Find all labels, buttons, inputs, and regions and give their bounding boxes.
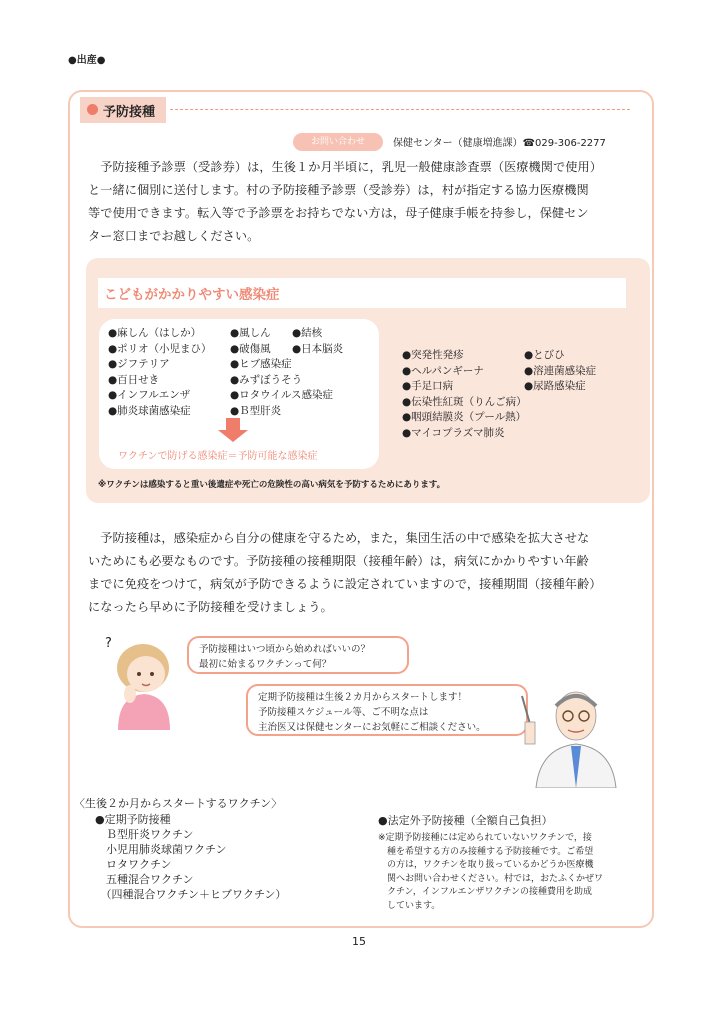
vaccine-list-col1 xyxy=(108,326,212,419)
list-item: （四種混合ワクチン＋ヒブワクチン） xyxy=(95,888,287,901)
intro-line: 予防接種予診票（受診券）は，生後１か月半頃に，乳児一般健康診査票（医療機関で使用） xyxy=(88,160,602,174)
list-item: 小児用肺炎球菌ワクチン xyxy=(95,843,227,856)
question-mark: ? xyxy=(105,636,112,651)
para-line: いためにも必要なものです。予防接種の接種期限（接種年齢）は，病気にかかりやすい年齢 xyxy=(88,554,589,568)
page-number: 15 xyxy=(352,935,366,948)
bubble-line: 予防接種スケジュール等、ご不明な点は xyxy=(258,707,429,718)
vaccine-note: ※ワクチンは感染すると重い後遺症や死亡の危険性の高い病気を予防するためにあります。 xyxy=(98,480,446,490)
title-divider xyxy=(170,109,630,110)
intro-line: 等で使用できます。転入等で予診票をお持ちでない方は，母子健康手帳を持参し，保健セン xyxy=(88,206,589,220)
infection-heading-bar xyxy=(98,278,626,308)
page-title: 予防接種 xyxy=(103,105,156,120)
inquiry-contact: 保健センター（健康増進課）☎029-306-2277 xyxy=(393,138,606,149)
regular-vaccine-list xyxy=(95,812,286,902)
mother-illustration xyxy=(108,640,178,730)
vaccine-list-col3 xyxy=(292,326,343,357)
doctor-illustration xyxy=(516,684,628,788)
importance-paragraph xyxy=(88,527,650,619)
list-item: ●定期予防接種 xyxy=(95,813,171,826)
list-item: ●とびひ xyxy=(524,349,565,361)
list-item: ●マイコプラズマ肺炎 xyxy=(402,426,505,439)
para-line: 予防接種は，感染症から自分の健康を守るため，また，集団生活の中で感染を拡大させな xyxy=(88,531,590,545)
bubble-line: 最初に始まるワクチンって何？ xyxy=(199,659,332,670)
list-item: ●みずぼうそう xyxy=(230,373,303,386)
list-item: ●風しん xyxy=(230,327,271,339)
list-item: 五種混合ワクチン xyxy=(95,873,194,886)
bottom-heading: 〈生後２か月からスタートするワクチン〉 xyxy=(74,797,283,810)
list-item: ●ロタウイルス感染症 xyxy=(230,389,334,401)
list-item: ●ヘルパンギーナ xyxy=(402,364,484,377)
list-item: ロタワクチン xyxy=(95,858,172,871)
bubble-line: 定期予防接種は生後２カ月からスタートします！ xyxy=(258,692,468,703)
intro-paragraph xyxy=(88,156,650,248)
note-line: 種を希望する方のみ接種する予防接種です。ご希望 xyxy=(378,846,594,857)
list-item: ●ポリオ（小児まひ） xyxy=(108,342,212,355)
down-arrow-icon xyxy=(226,418,240,430)
list-item: ●伝染性紅斑（りんご病） xyxy=(402,395,527,408)
list-item: ●Ｂ型肝炎 xyxy=(230,404,282,417)
list-item: ●破傷風 xyxy=(230,342,271,355)
infection-heading: こどもがかかりやすい感染症 xyxy=(104,287,280,303)
list-item: ●肺炎球菌感染症 xyxy=(108,404,191,417)
list-item: ●ヒブ感染症 xyxy=(230,358,292,370)
list-item: ●麻しん（はしか） xyxy=(108,327,202,339)
section-tag: ●出産● xyxy=(68,55,106,66)
bubble-line: 主治医又は保健センターにお気軽にご相談ください。 xyxy=(258,722,486,733)
bullet-dot-icon xyxy=(87,104,98,115)
list-item: ●日本脳炎 xyxy=(292,342,344,355)
para-line: までに免疫をつけて，病気が予防できるように設定されていますので，接種期間（接種年齢） xyxy=(88,577,602,591)
inquiry-badge: お問い合わせ xyxy=(293,133,383,151)
list-item: ●結核 xyxy=(292,327,323,339)
intro-line: ター窓口までお越しください。 xyxy=(88,229,260,243)
other-infection-col1 xyxy=(402,348,527,441)
note-line: クチン，インフルエンザワクチンの接種費用を助成 xyxy=(378,887,593,897)
list-item: ●溶連菌感染症 xyxy=(524,364,597,377)
list-item: ●突発性発疹 xyxy=(402,349,464,361)
note-line: の方は，ワクチンを取り扱っているかどうか医療機 xyxy=(378,860,594,870)
answer-bubble xyxy=(246,684,528,736)
para-line: になったら早めに予防接種を受けましょう。 xyxy=(88,600,333,614)
optional-vaccine-heading: ●法定外予防接種（全額自己負担） xyxy=(378,814,553,827)
note-line: しています。 xyxy=(378,900,441,911)
list-item: ●手足口病 xyxy=(402,380,454,392)
question-bubble xyxy=(187,636,409,674)
intro-line: と一緒に個別に送付します。村の予防接種予診票（受診券）は，村が指定する協力医療機関 xyxy=(88,183,589,197)
list-item: ●ジフテリア xyxy=(108,358,170,370)
list-item: ●咽頭結膜炎（プール熱） xyxy=(402,411,527,423)
list-item: Ｂ型肝炎ワクチン xyxy=(95,828,194,841)
other-infection-col2 xyxy=(524,348,596,395)
note-line: ※定期予防接種には定められていないワクチンで，接 xyxy=(378,833,592,843)
bubble-line: 予防接種はいつ頃から始めればいいの？ xyxy=(199,644,371,655)
arrow-label: ワクチンで防げる感染症＝予防可能な感染症 xyxy=(118,451,318,462)
list-item: ●百日せき xyxy=(108,373,160,386)
down-arrow-head-icon xyxy=(218,430,248,442)
list-item: ●尿路感染症 xyxy=(524,380,586,392)
note-line: 関へお問い合わせください。村では，おたふくかぜワ xyxy=(378,873,604,884)
list-item: ●インフルエンザ xyxy=(108,389,191,401)
optional-vaccine-note xyxy=(378,832,603,913)
